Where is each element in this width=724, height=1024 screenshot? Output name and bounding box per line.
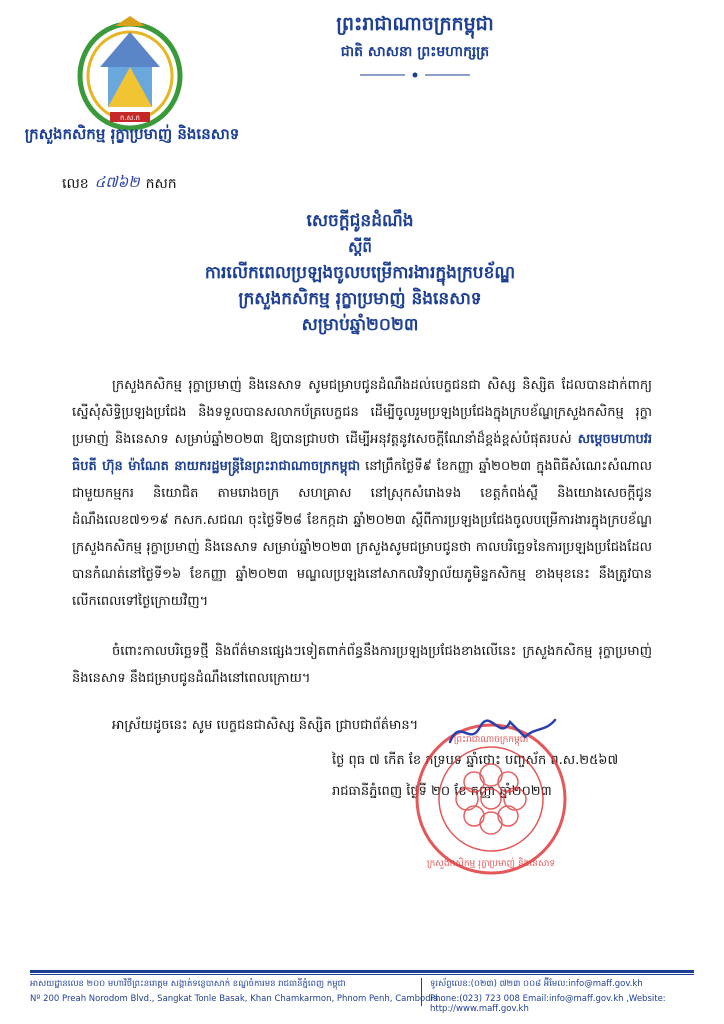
- title-line-2: ស្តីពី: [348, 238, 372, 256]
- reference-number: [62, 173, 177, 195]
- footer-rule: [30, 970, 694, 973]
- reference-label: លេខ: [62, 175, 89, 192]
- paragraph-1-rest: នៅព្រឹកថ្ងៃទី៩ ខែកញ្ញា ឆ្នាំ២០២៣ ក្នុងពិធីសំណេះសំណាលជាមួយកម្មករ និយោជិត តាមរោងចក្រ សហគ្រាស នៅស្រុកសំរោងទង ខេត្តកំពង់ស្ពឺ និងយោងសេចក្តីជូនដំណឹងលេខ៧១១៩ កសក.សជណ ចុះថ្ងៃទី២៨ ខែកក្កដា ឆ្នាំ២០២៣ ស្តីពីការប្រឡងប្រជែងចូលបម្រើការងារក្នុងក្របខ័ណ្ឌក្រសួងកសិកម្ម រុក្ខាប្រមាញ់ និងនេសាទ សម្រាប់ឆ្នាំ២០២៣ ក្រសួងសូមជម្រាបជូនថា កាលបរិច្ឆេទនៃការប្រឡងប្រជែងដែលបានកំណត់នៅថ្ងៃទី១៦ ខែកញ្ញា ឆ្នាំ២០២៣ មណ្ឌលប្រឡងនៅសាកលវិទ្យាល័យភូមិន្ទកសិកម្ម ខាងមុខនេះ នឹងត្រូវបានលើកពេលទៅថ្ងៃក្រោយវិញ។: [72, 459, 652, 609]
- logo-text: ក.ស.ក: [119, 114, 141, 122]
- title-line-1: សេចក្តីជូនដំណឹង: [306, 211, 414, 231]
- ministry-logo: [70, 12, 190, 132]
- paragraph-1-intro: ក្រសួងកសិកម្ម រុក្ខាប្រមាញ់ និងនេសាទ សូមជម្រាបជូនដំណឹងដល់បេក្ខជនជា សិស្ស និស្សិត ដែលបានដាក់ពាក្យស្នើសុំសិទ្ធិប្រឡងប្រជែង និងទទួលបានសលាកប័ត្របេក្ខជន ដើម្បីចូលរួមប្រឡងប្រជែងក្នុងក្របខ័ណ្ឌក្រសួងកសិកម្ម រុក្ខាប្រមាញ់ និងនេសាទ សម្រាប់ឆ្នាំ២០២៣ ឱ្យបានជ្រាបថា ដើម្បីអនុវត្តនូវសេចក្តីណែនាំដ៏ខ្ពង់ខ្ពស់បំផុតរបស់: [72, 378, 652, 447]
- motto-ornament: [360, 72, 470, 78]
- footer-address-en: Nº 200 Preah Norodom Blvd., Sangkat Tonle Basak, Khan Chamkarmon, Phnom Penh, Cambodia: [30, 994, 439, 1004]
- kingdom-heading: ព្រះរាជាណាចក្រកម្ពុជា: [336, 13, 494, 35]
- footer-address-kh: អាសយដ្ឋានលេខ ២០០ មហាវិថីព្រះនរោត្តម សង្កាត់ទន្លេបាសាក់ ខណ្ឌចំការមន រាជធានីភ្នំពេញ កម្ពុជា: [30, 979, 346, 989]
- lunar-date: ថ្ងៃ ពុធ ៧ កើត ខែ ភទ្របទ ឆ្នាំថោះ បញ្ចស័ក ព.ស.២៥៦៧: [332, 753, 619, 768]
- svg-text:ព្រះរាជាណាចក្រកម្ពុជា: ព្រះរាជាណាចក្រកម្ពុជា: [453, 735, 529, 745]
- footer-contact-en: Phone:(023) 723 008 Email:info@maff.gov.kh ,Website: http://www.maff.gov.kh: [430, 994, 666, 1014]
- title-line-5: សម្រាប់ឆ្នាំ២០២៣: [301, 315, 419, 335]
- title-line-4: ក្រសួងកសិកម្ម រុក្ខាប្រមាញ់ និងនេសាទ: [238, 289, 482, 309]
- ministry-name: ក្រសួងកសិកម្ម រុក្ខាប្រមាញ់ និងនេសាទ: [24, 125, 240, 143]
- title-line-3: ការលើកពេលប្រឡងចូលបម្រើការងារក្នុងក្របខ័ណ្ឌ: [204, 263, 516, 283]
- paragraph-1: [72, 372, 652, 615]
- gregorian-date: រាជធានីភ្នំពេញ ថ្ងៃទី ២០ ខែ កញ្ញា ឆ្នាំ២០២៣: [332, 784, 552, 799]
- reference-handwritten: ៤៧៦២: [94, 173, 140, 191]
- signature: [440, 712, 560, 752]
- document-title: [80, 208, 640, 338]
- prime-minister-name: សម្តេចមហាបវរធិបតី ហ៊ុន ម៉ាណែត នាយករដ្ឋមន្ត្រីនៃព្រះរាជាណាចក្រកម្ពុជា: [72, 432, 652, 474]
- footer-contact-kh: ទូរស័ព្ទលេខ:(០២៣) ៧២៣ ០០៨ អ៊ីមែល:info@maff.gov.kh: [430, 979, 643, 989]
- seal-text: ក្រសួងកសិកម្ម រុក្ខាប្រមាញ់ និងនេសាទ: [426, 859, 556, 869]
- paragraph-2: ចំពោះកាលបរិច្ឆេទថ្មី និងព័ត៌មានផ្សេងៗទៀតពាក់ព័ន្ធនឹងការប្រឡងប្រជែងខាងលើនេះ ក្រសួងកសិកម្ម រុក្ខាប្រមាញ់ និងនេសាទ នឹងជម្រាបជូនដំណឹងនៅពេលក្រោយ។: [72, 644, 652, 686]
- footer-rule-thin: [30, 974, 694, 975]
- paragraph-3: អាស្រ័យដូចនេះ សូម បេក្ខជនជាសិស្ស និស្សិត ជ្រាបជាព័ត៌មាន។: [112, 718, 419, 733]
- motto: ជាតិ សាសនា ព្រះមហាក្សត្រ: [340, 44, 490, 60]
- reference-suffix: កសក: [145, 175, 177, 192]
